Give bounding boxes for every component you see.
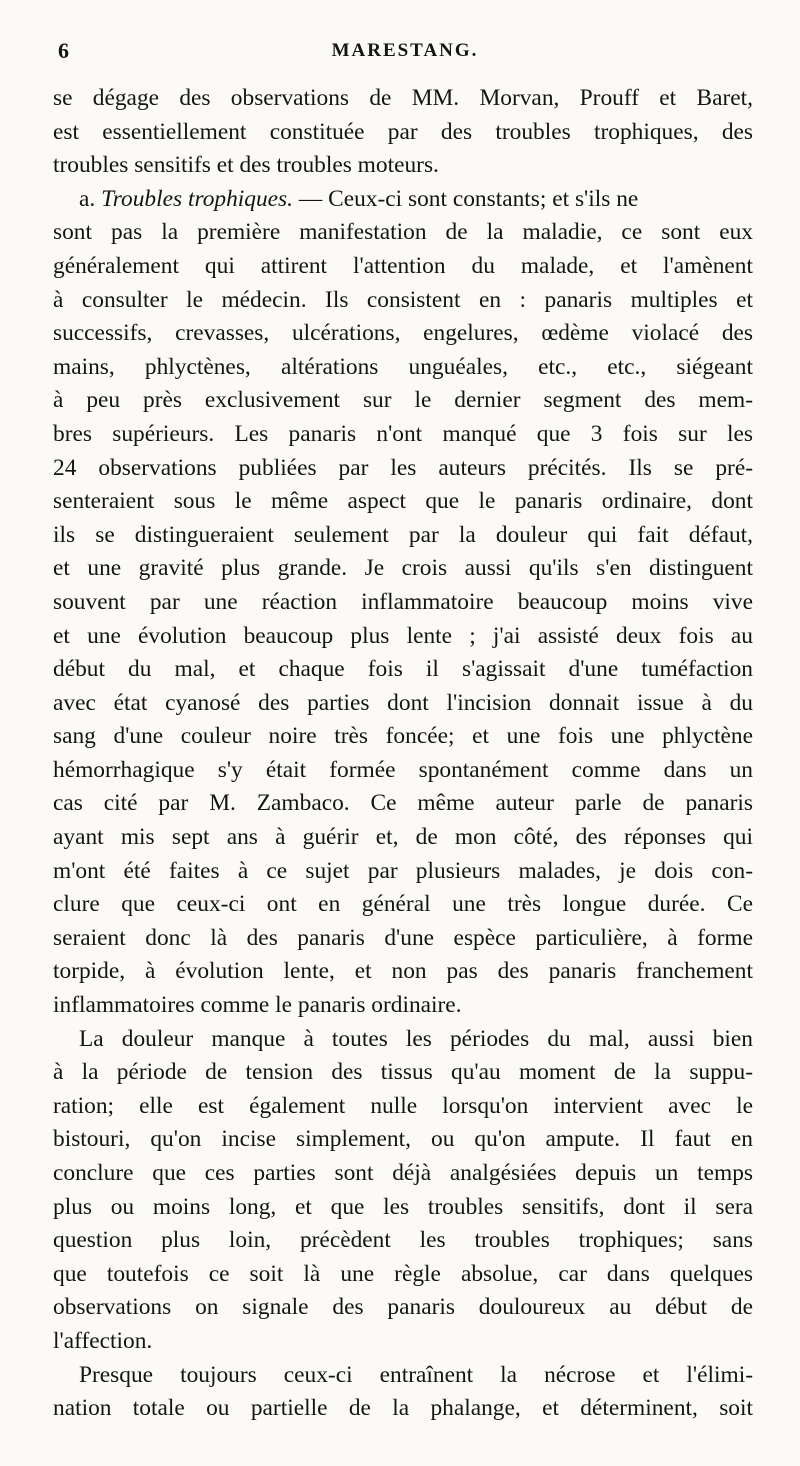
body-text (53, 82, 753, 1426)
section-letter: a. (79, 185, 96, 212)
text-line: avec état cyanosé des parties dont l'incision donnait issue à du (53, 689, 753, 716)
text-line: plus ou moins long, et que les troubles sensitifs, dont il sera (53, 1193, 753, 1220)
text-line: successifs, crevasses, ulcérations, engelures, œdème violacé des (53, 320, 753, 347)
text-line: et une gravité plus grande. Je crois aussi qu'ils s'en distinguent (53, 555, 753, 582)
text-line: sont pas la première manifestation de la maladie, ce sont eux (53, 219, 753, 246)
text-line: est essentiellement constituée par des troubles trophiques, des (53, 118, 753, 145)
running-title: MARESTANG. (331, 40, 479, 61)
text-line: observations on signale des panaris douloureux au début de (53, 1294, 753, 1321)
text-line: seraient donc là des panaris d'une espèce particulière, à forme (53, 924, 753, 951)
text-line: troubles sensitifs et des troubles moteurs. (53, 152, 439, 179)
text-line: question plus loin, précèdent les troubles trophiques; sans (53, 1227, 753, 1254)
text-line: torpide, à évolution lente, et non pas des panaris franchement (53, 958, 753, 985)
text-line: 24 observations publiées par les auteurs précités. Ils se pré- (53, 454, 753, 481)
text-line: bistouri, qu'on incise simplement, ou qu'on ampute. Il faut en (53, 1126, 753, 1153)
running-head (58, 38, 752, 68)
text-line: clure que ceux-ci ont en général une très longue durée. Ce (53, 891, 753, 918)
text-line: à la période de tension des tissus qu'au moment de la suppu- (53, 1059, 753, 1086)
text-line: hémorrhagique s'y était formée spontanément comme dans un (53, 756, 753, 783)
text-line: ration; elle est également nulle lorsqu'on intervient avec le (53, 1092, 753, 1119)
text-line: sang d'une couleur noire très foncée; et une fois une phlyctène (53, 723, 753, 750)
text-line: ayant mis sept ans à guérir et, de mon côté, des réponses qui (53, 824, 753, 851)
text-line: à peu près exclusivement sur le dernier segment des mem- (53, 387, 753, 414)
text-line: début du mal, et chaque fois il s'agissait d'une tuméfaction (53, 656, 753, 683)
section-heading-line (53, 183, 753, 217)
text-line: bres supérieurs. Les panaris n'ont manqué que 3 fois sur les (53, 420, 753, 447)
text-line: se dégage des observations de MM. Morvan, Prouff et Baret, (53, 85, 753, 111)
page-number: 6 (58, 38, 69, 63)
text-line: à consulter le médecin. Ils consistent en : panaris multiples et (53, 286, 753, 313)
text-line: inflammatoires comme le panaris ordinaire. (53, 992, 462, 1019)
text-line: que toutefois ce soit là une règle absolue, car dans quelques (53, 1260, 753, 1287)
text-line: et une évolution beaucoup plus lente ; j'ai assisté deux fois au (53, 622, 753, 649)
text-line: mains, phlyctènes, altérations unguéales, etc., etc., siégeant (53, 353, 753, 380)
text-line: l'affection. (53, 1327, 153, 1354)
text-line: ils se distingueraient seulement par la douleur qui fait défaut, (53, 521, 753, 548)
text-line: souvent par une réaction inflammatoire beaucoup moins vive (53, 588, 753, 615)
text-line: nation totale ou partielle de la phalange, et déterminent, soit (53, 1395, 753, 1422)
text-line: Presque toujours ceux-ci entraînent la nécrose et l'élimi- (79, 1361, 753, 1388)
text-line: conclure que ces parties sont déjà analgésiées depuis un temps (53, 1160, 753, 1186)
text-line: La douleur manque à toutes les périodes du mal, aussi bien (79, 1025, 753, 1052)
text-line: m'ont été faites à ce sujet par plusieurs malades, je dois con- (53, 857, 753, 884)
text-segment: — Ceux-ci sont constants; et s'ils ne (293, 185, 639, 212)
text-line: cas cité par M. Zambaco. Ce même auteur parle de panaris (53, 790, 753, 817)
section-heading: Troubles trophiques. (101, 185, 294, 212)
text-line: généralement qui attirent l'attention du malade, et l'amènent (53, 252, 753, 279)
text-line: senteraient sous le même aspect que le panaris ordinaire, dont (53, 488, 753, 515)
